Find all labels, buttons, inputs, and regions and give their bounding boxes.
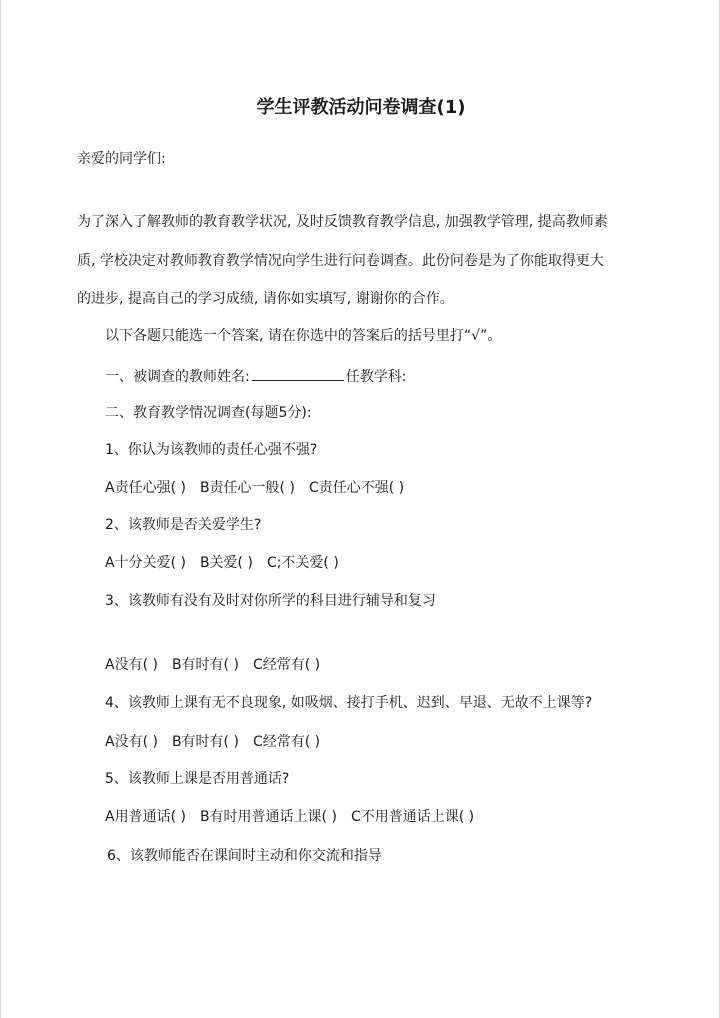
- q1-option-a[interactable]: A责任心强( ): [105, 480, 186, 496]
- teacher-name-label: 一、被调查的教师姓名:: [105, 369, 250, 385]
- q1-option-c[interactable]: C责任心不强( ): [308, 480, 405, 496]
- question-6: 6、该教师能否在课间时主动和你交流和指导: [107, 848, 382, 864]
- page-title: 学生评教活动问卷调查(1): [256, 97, 466, 118]
- q3-option-b[interactable]: B有时有( ): [171, 657, 239, 673]
- q2-option-b[interactable]: B关爱( ): [199, 555, 253, 571]
- question-1: 1、你认为该教师的责任心强不强?: [105, 442, 318, 458]
- question-3: 3、该教师有没有及时对你所学的科目进行辅导和复习: [105, 593, 436, 609]
- question-2-options: [105, 554, 339, 572]
- intro-line-3: 的进步, 提高自己的学习成绩, 请你如实填写, 谢谢你的合作。: [77, 291, 454, 307]
- question-2: 2、该教师是否关爱学生?: [105, 517, 262, 533]
- question-1-options: [105, 479, 404, 497]
- q2-option-c[interactable]: C;不关爱( ): [266, 555, 339, 571]
- section-1-teacher-info: [105, 366, 406, 386]
- q2-option-a[interactable]: A十分关爱( ): [105, 555, 186, 571]
- intro-line-1: 为了深入了解教师的教育教学状况, 及时反馈教育教学信息, 加强教学管理, 提高教师素: [77, 214, 608, 230]
- q4-option-a[interactable]: A没有( ): [105, 734, 158, 750]
- q1-option-b[interactable]: B责任心一般( ): [199, 480, 295, 496]
- q5-option-b[interactable]: B有时用普通话上课( ): [199, 809, 337, 825]
- intro-line-2: 质, 学校决定对教师教育教学情况向学生进行问卷调查。此份问卷是为了你能取得更大: [77, 253, 604, 269]
- q4-option-c[interactable]: C经常有( ): [252, 734, 321, 750]
- section-2-heading: 二、教育教学情况调查(每题5分):: [105, 405, 312, 421]
- greeting: 亲爱的同学们:: [77, 151, 166, 167]
- q3-option-a[interactable]: A没有( ): [105, 657, 158, 673]
- q5-option-a[interactable]: A用普通话( ): [105, 809, 186, 825]
- question-3-options: [105, 656, 320, 674]
- teacher-name-blank[interactable]: [252, 366, 344, 381]
- question-5-options: [105, 808, 474, 826]
- question-4-options: [105, 733, 320, 751]
- instruction: 以下各题只能选一个答案, 请在你选中的答案后的括号里打“√”。: [105, 328, 502, 344]
- question-5: 5、该教师上课是否用普通话?: [105, 771, 290, 787]
- q4-option-b[interactable]: B有时有( ): [171, 734, 239, 750]
- subject-label: 任教学科:: [345, 369, 407, 385]
- question-4: 4、该教师上课有无不良现象, 如吸烟、接打手机、迟到、早退、无故不上课等?: [105, 695, 593, 711]
- q3-option-c[interactable]: C经常有( ): [252, 657, 321, 673]
- q5-option-c[interactable]: C不用普通话上课( ): [350, 809, 475, 825]
